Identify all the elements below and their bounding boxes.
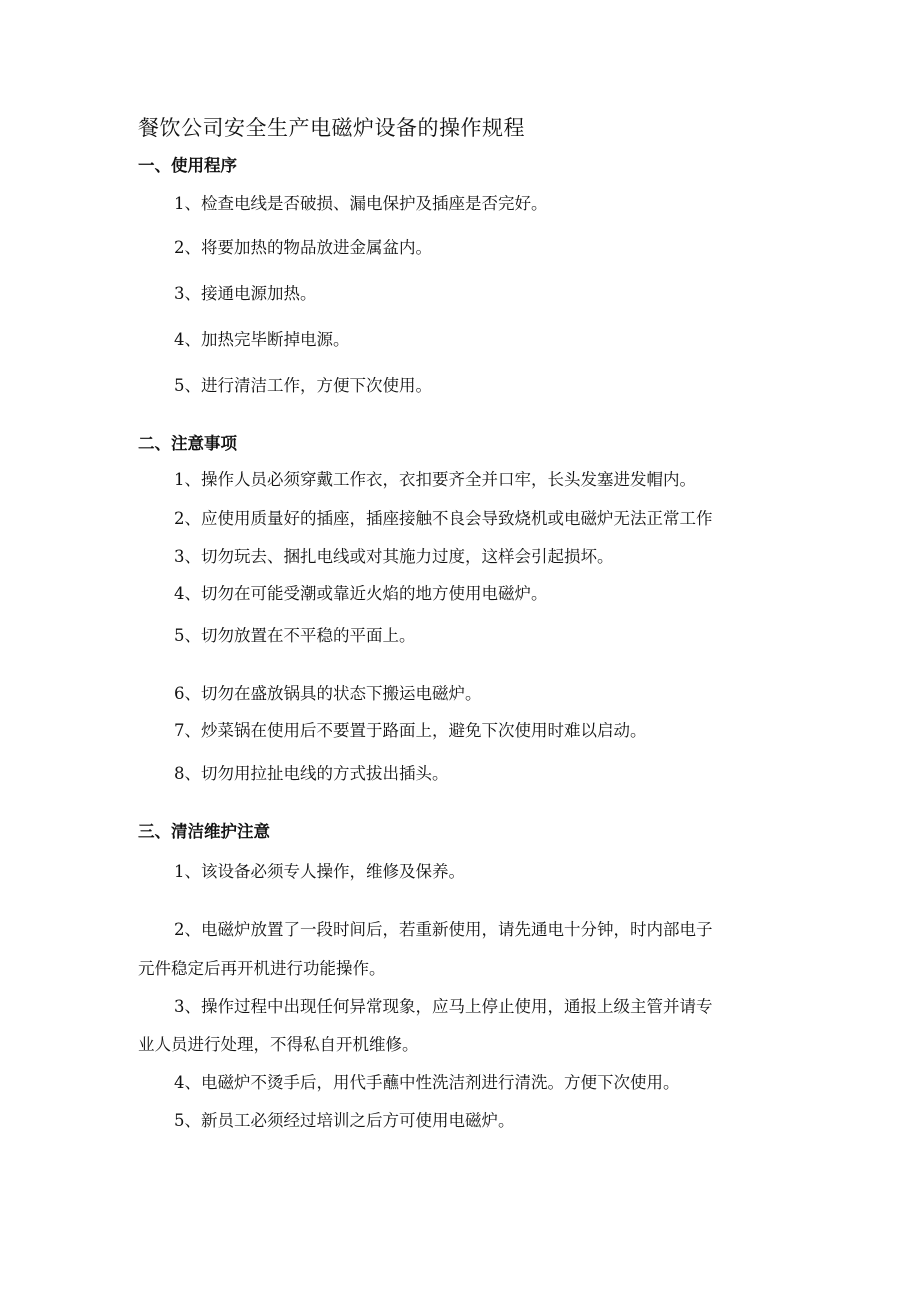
list-item-continuation: 元件稳定后再开机进行功能操作。 <box>138 959 386 978</box>
list-item: 8、切勿用拉扯电线的方式拔出插头。 <box>174 764 449 783</box>
list-item: 4、加热完毕断掉电源。 <box>174 330 350 349</box>
document-title: 餐饮公司安全生产电磁炉设备的操作规程 <box>138 116 525 140</box>
list-item: 2、将要加热的物品放进金属盆内。 <box>174 238 432 257</box>
list-item: 1、操作人员必须穿戴工作衣，衣扣要齐全并口牢，长头发塞进发帽内。 <box>174 470 696 489</box>
list-item: 2、电磁炉放置了一段时间后，若重新使用，请先通电十分钟，时内部电子 <box>174 920 713 939</box>
list-item: 2、应使用质量好的插座，插座接触不良会导致烧机或电磁炉无法正常工作 <box>174 509 713 528</box>
list-item: 6、切勿在盛放锅具的状态下搬运电磁炉。 <box>174 684 482 703</box>
list-item-continuation: 业人员进行处理，不得私自开机维修。 <box>138 1035 419 1054</box>
list-item: 3、操作过程中出现任何异常现象，应马上停止使用，通报上级主管并请专 <box>174 997 713 1016</box>
list-item: 5、进行清洁工作，方便下次使用。 <box>174 376 432 395</box>
list-item: 3、切勿玩去、捆扎电线或对其施力过度，这样会引起损坏。 <box>174 547 614 566</box>
list-item: 4、切勿在可能受潮或靠近火焰的地方使用电磁炉。 <box>174 584 548 603</box>
list-item: 1、该设备必须专人操作，维修及保养。 <box>174 862 465 881</box>
list-item: 5、新员工必须经过培训之后方可使用电磁炉。 <box>174 1111 515 1130</box>
list-item: 7、炒菜锅在使用后不要置于路面上，避免下次使用时难以启动。 <box>174 721 647 740</box>
section-heading-usage-procedure: 一、使用程序 <box>138 156 237 175</box>
list-item: 4、电磁炉不烫手后，用代手蘸中性洗洁剂进行清洗。方便下次使用。 <box>174 1073 680 1092</box>
section-heading-cleaning-maintenance: 三、清洁维护注意 <box>138 822 270 841</box>
list-item: 3、接通电源加热。 <box>174 284 317 303</box>
list-item: 5、切勿放置在不平稳的平面上。 <box>174 626 416 645</box>
section-heading-precautions: 二、注意事项 <box>138 434 237 453</box>
list-item: 1、检查电线是否破损、漏电保护及插座是否完好。 <box>174 194 548 213</box>
